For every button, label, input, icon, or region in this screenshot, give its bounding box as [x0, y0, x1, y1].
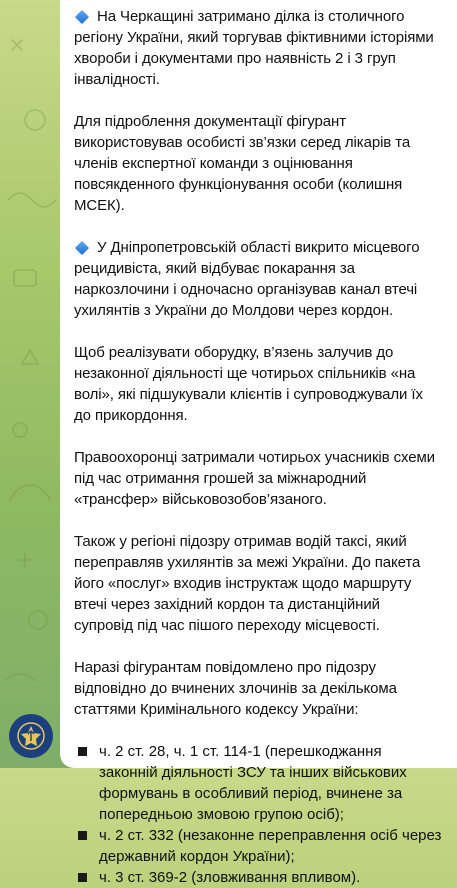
- sbu-emblem-icon: [16, 721, 46, 751]
- blue-diamond-icon: [75, 240, 89, 254]
- post-paragraph: Правоохоронці затримали чотирьох учасників схеми під час отримання грошей за міжнародний «трансфер» військовозобов’язаного.: [74, 449, 435, 508]
- post-paragraph: На Черкащині затримано ділка із столичного регіону України, який торгував фіктивними історіями хвороби і документами про наявність 2 і 3 груп інвалідності.: [74, 8, 434, 88]
- list-item: ч. 3 ст. 369-2 (зловживання впливом).: [74, 867, 443, 888]
- avatar[interactable]: [9, 714, 53, 758]
- list-item: ч. 2 ст. 28, ч. 1 ст. 114-1 (перешкоджання законній діяльності ЗСУ та інших військових формувань в особливий період, вчинене за попередньою змовою групою осіб);: [74, 741, 443, 825]
- post-paragraph: Щоб реалізувати оборудку, в’язень залучив до незаконної діяльності ще чотирьох спільників «на волі», які підшукували клієнтів і супроводжували їх до прикордоння.: [74, 344, 423, 424]
- blue-diamond-icon: [75, 9, 89, 23]
- black-square-icon: [78, 873, 87, 882]
- post-paragraph: Також у регіоні підозру отримав водій таксі, який переправляв ухилянтів за межі України. До пакета його «послуг» входив інструктаж щодо маршруту втечі через західний кордон та дистанційний супровід під час пішого переходу місцевості.: [74, 533, 421, 634]
- post-paragraph: Для підроблення документації фігурант використовував особисті зв’язки серед лікарів та членів експертної команди з оцінювання повсякденного функціонування особи (колишня МСЕК).: [74, 113, 411, 214]
- list-item: ч. 2 ст. 332 (незаконне переправлення осіб через державний кордон України);: [74, 825, 443, 867]
- black-square-icon: [78, 831, 87, 840]
- post-paragraph: Наразі фігурантам повідомлено про підозру відповідно до вчинених злочинів за декількома статтями Кримінального кодексу України:: [74, 659, 397, 718]
- message-bubble: [60, 0, 457, 886]
- post-paragraph: У Дніпропетровській області викрито місцевого рецидивіста, який відбуває покарання за наркозлочини і одночасно організував канал втечі ухилянтів з України до Молдови через кордон.: [74, 239, 420, 319]
- chat-wallpaper-doodles: [0, 0, 60, 768]
- black-square-icon: [78, 747, 87, 756]
